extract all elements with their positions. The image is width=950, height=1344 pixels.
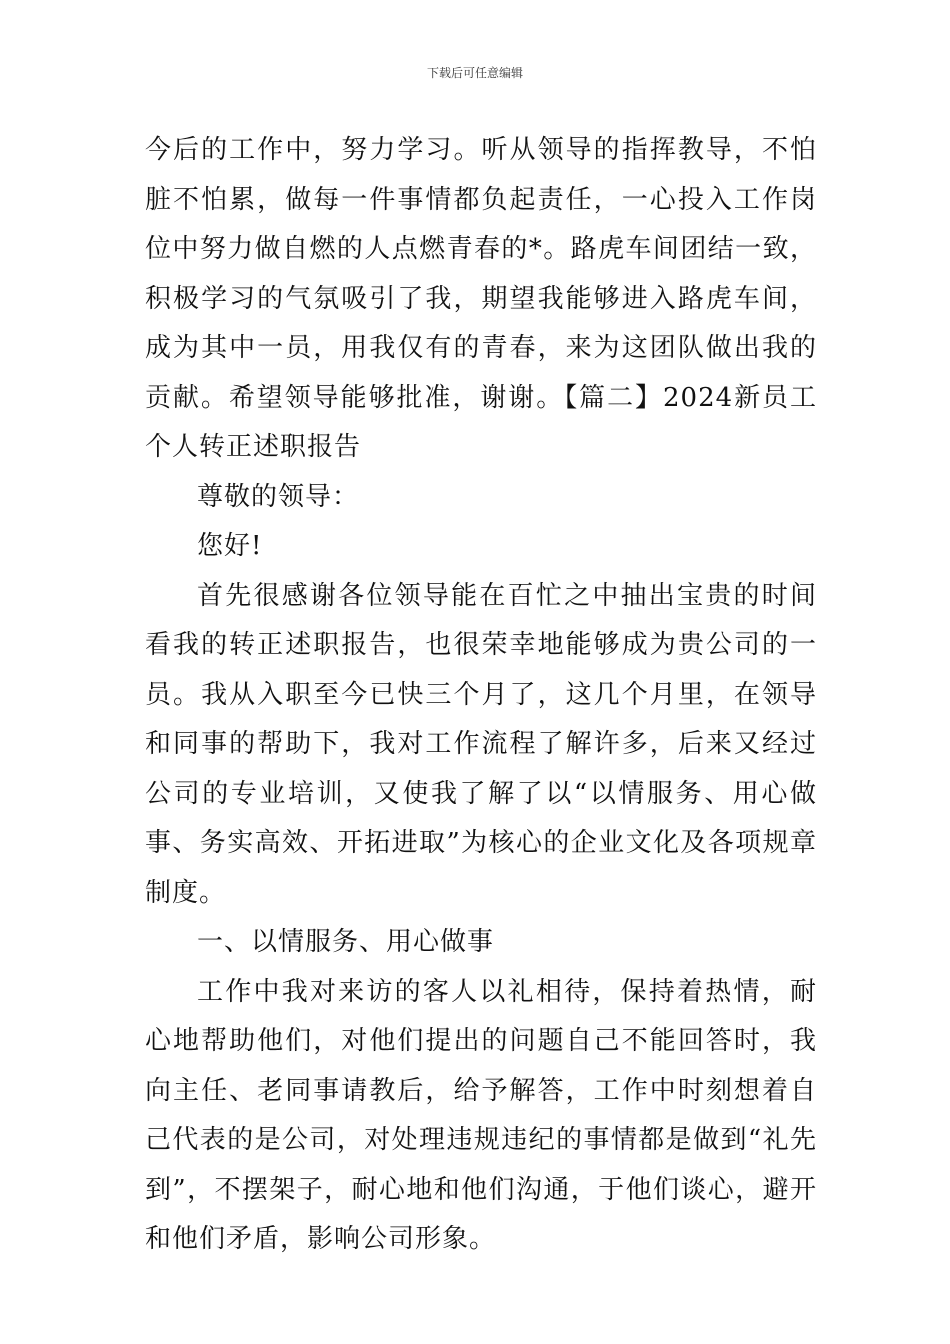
- paragraph-opening: 首先很感谢各位领导能在百忙之中抽出宝贵的时间看我的转正述职报告，也很荣幸地能够成为贵公司的一员。我从入职至今已快三个月了，这几个月里，在领导和同事的帮助下，我对工作流程了解许多，后来又经过公司的专业培训，又使我了解了以“以情服务、用心做事、务实高效、开拓进取”为核心的企业文化及各项规章制度。: [145, 580, 817, 908]
- paragraph-section-1: 工作中我对来访的客人以礼相待，保持着热情，耐心地帮助他们，对他们提出的问题自己不能回答时，我向主任、老同事请教后，给予解答，工作中时刻想着自己代表的是公司，对处理违规违纪的事情都是做到“礼先到”，不摆架子，耐心地和他们沟通，于他们谈心，避开和他们矛盾，影响公司形象。: [145, 976, 817, 1254]
- section-heading-1: 一、以情服务、用心做事: [197, 927, 495, 957]
- greeting: 您好!: [197, 531, 263, 561]
- paragraph-intro-continuation: 今后的工作中，努力学习。听从领导的指挥教导，不怕脏不怕累，做每一件事情都负起责任，一心投入工作岗位中努力做自燃的人点燃青春的*。路虎车间团结一致，积极学习的气氛吸引了我，期望我能够进入路虎车间，成为其中一员，用我仅有的青春，来为这团队做出我的贡献。希望领导能够批准，谢谢。【篇二】2024新员工个人转正述职报告: [145, 135, 817, 462]
- page-header: 下载后可任意编辑: [426, 66, 523, 80]
- salutation: 尊敬的领导：: [197, 481, 360, 512]
- document-body: [145, 126, 817, 1265]
